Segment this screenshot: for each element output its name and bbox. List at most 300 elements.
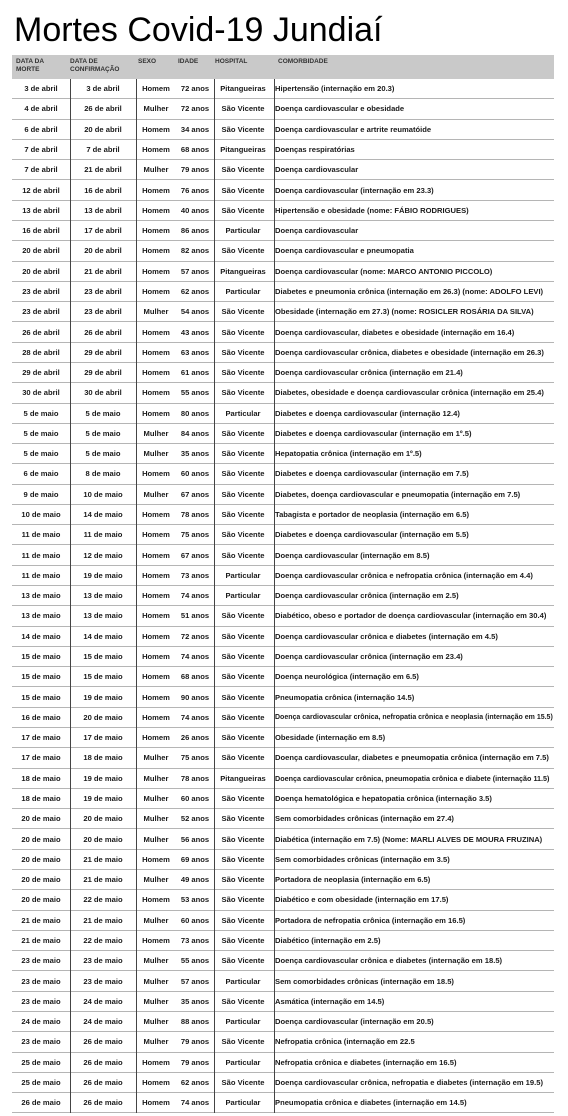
cell-comorbidity: Diabetes e doença cardiovascular (internação em 5.5)	[275, 530, 469, 540]
table-row	[12, 525, 554, 545]
cell-comorbidity: Doença cardiovascular crônica (internação em 2.5)	[275, 591, 459, 601]
cell-death-date: 17 de maio	[21, 753, 61, 763]
cell-age: 57 anos	[180, 976, 210, 986]
cell-sex: Mulher	[143, 956, 169, 966]
cell-sex: Mulher	[143, 915, 169, 925]
cell-comorbidity: Diabetes e pneumonia crônica (internação em 26.3) (nome: ADOLFO LEVI)	[275, 286, 544, 296]
column-divider	[274, 79, 275, 1113]
cell-age: 80 anos	[180, 408, 210, 418]
table-row	[12, 566, 554, 586]
cell-age: 51 anos	[180, 611, 210, 621]
cell-sex: Homem	[142, 570, 170, 580]
cell-comorbidity: Doença cardiovascular crônica e diabetes (internação em 18.5)	[275, 956, 503, 966]
cell-confirmation-date: 5 de maio	[85, 428, 121, 438]
cell-hospital: São Vicente	[221, 428, 265, 438]
cell-hospital: Particular	[225, 408, 261, 418]
cell-confirmation-date: 10 de maio	[83, 489, 123, 499]
cell-death-date: 5 de maio	[23, 408, 59, 418]
cell-sex: Mulher	[143, 753, 169, 763]
cell-age: 78 anos	[180, 510, 210, 520]
table-row	[12, 951, 554, 971]
cell-hospital: São Vicente	[221, 185, 265, 195]
cell-age: 40 anos	[180, 205, 210, 215]
cell-comorbidity: Portadora de nefropatia crônica (internação em 16.5)	[275, 915, 466, 925]
cell-death-date: 21 de maio	[21, 915, 61, 925]
cell-age: 84 anos	[180, 428, 210, 438]
cell-death-date: 6 de maio	[23, 469, 59, 479]
cell-confirmation-date: 13 de maio	[83, 591, 123, 601]
table-row	[12, 424, 554, 444]
page-title: Mortes Covid-19 Jundiaí	[14, 11, 383, 49]
cell-confirmation-date: 15 de maio	[83, 652, 123, 662]
cell-hospital: São Vicente	[221, 793, 265, 803]
table-row	[12, 180, 554, 200]
cell-comorbidity: Diabetes e doença cardiovascular (internação 12.4)	[275, 408, 460, 418]
cell-confirmation-date: 24 de maio	[83, 996, 123, 1006]
table-row	[12, 992, 554, 1012]
cell-hospital: São Vicente	[221, 205, 265, 215]
cell-death-date: 29 de abril	[22, 368, 60, 378]
cell-comorbidity: Doença cardiovascular, diabetes e obesidade (internação em 16.4)	[275, 327, 515, 337]
cell-sex: Homem	[142, 935, 170, 945]
cell-comorbidity: Nefropatia crônica (internação em 22.5	[275, 1037, 415, 1047]
cell-age: 72 anos	[180, 104, 210, 114]
cell-comorbidity: Diabético e com obesidade (internação em 17.5)	[275, 895, 449, 905]
table-row	[12, 708, 554, 728]
cell-comorbidity: Doença cardiovascular, diabetes e pneumopatia crônica (internação em 7.5)	[275, 753, 549, 763]
cell-comorbidity: Diabetes e doença cardiovascular (internação em 7.5)	[275, 469, 469, 479]
cell-sex: Homem	[142, 692, 170, 702]
cell-sex: Mulher	[143, 104, 169, 114]
cell-hospital: São Vicente	[221, 1037, 265, 1047]
cell-age: 53 anos	[180, 895, 210, 905]
cell-confirmation-date: 30 de abril	[84, 388, 122, 398]
cell-sex: Homem	[142, 550, 170, 560]
cell-comorbidity: Doença cardiovascular crônica, pneumopatia crônica e diabete (internação 11.5)	[275, 773, 550, 783]
cell-comorbidity: Doença cardiovascular e pneumopatia	[275, 246, 414, 256]
cell-age: 76 anos	[180, 185, 210, 195]
cell-confirmation-date: 20 de abril	[84, 124, 122, 134]
cell-confirmation-date: 20 de maio	[83, 814, 123, 824]
cell-comorbidity: Obesidade (internação em 27.3) (nome: ROSICLER ROSÁRIA DA SILVA)	[275, 307, 534, 317]
cell-age: 74 anos	[180, 712, 210, 722]
cell-hospital: São Vicente	[221, 246, 265, 256]
cell-confirmation-date: 12 de maio	[83, 550, 123, 560]
cell-death-date: 21 de maio	[21, 935, 61, 945]
table-row	[12, 1032, 554, 1052]
cell-sex: Homem	[142, 144, 170, 154]
cell-comorbidity: Asmática (internação em 14.5)	[275, 996, 385, 1006]
header-hospital: HOSPITAL	[215, 58, 248, 65]
table-header	[12, 55, 554, 79]
cell-death-date: 23 de maio	[21, 996, 61, 1006]
cell-death-date: 7 de abril	[24, 165, 58, 175]
cell-confirmation-date: 21 de abril	[84, 165, 122, 175]
cell-confirmation-date: 24 de maio	[83, 1017, 123, 1027]
header-sex: SEXO	[138, 58, 157, 65]
cell-comorbidity: Doença cardiovascular	[275, 165, 359, 175]
cell-hospital: São Vicente	[221, 307, 265, 317]
cell-comorbidity: Portadora de neoplasia (internação em 6.5)	[275, 875, 431, 885]
cell-death-date: 26 de maio	[21, 1098, 61, 1108]
cell-age: 90 anos	[180, 692, 210, 702]
table-row	[12, 383, 554, 403]
cell-comorbidity: Hipertensão e obesidade (nome: FÁBIO RODRIGUES)	[275, 205, 469, 215]
cell-hospital: São Vicente	[221, 652, 265, 662]
table-body	[12, 79, 554, 1113]
table-row	[12, 870, 554, 890]
cell-sex: Mulher	[143, 449, 169, 459]
cell-hospital: São Vicente	[221, 327, 265, 337]
cell-hospital: Particular	[225, 591, 261, 601]
cell-hospital: Pitangueiras	[220, 773, 266, 783]
cell-hospital: Pitangueiras	[220, 84, 266, 94]
cell-age: 78 anos	[180, 773, 210, 783]
cell-comorbidity: Sem comorbidades crônicas (internação em 18.5)	[275, 976, 454, 986]
cell-hospital: São Vicente	[221, 1077, 265, 1087]
cell-comorbidity: Doença cardiovascular crônica e nefropatia crônica (internação em 4.4)	[275, 570, 533, 580]
cell-sex: Homem	[142, 510, 170, 520]
cell-death-date: 11 de maio	[21, 530, 61, 540]
cell-age: 72 anos	[180, 631, 210, 641]
cell-hospital: São Vicente	[221, 550, 265, 560]
cell-confirmation-date: 19 de maio	[83, 692, 123, 702]
table-row	[12, 911, 554, 931]
table-row	[12, 404, 554, 424]
table-row	[12, 1053, 554, 1073]
table-row	[12, 789, 554, 809]
cell-age: 56 anos	[180, 834, 210, 844]
cell-sex: Homem	[142, 672, 170, 682]
cell-age: 75 anos	[180, 530, 210, 540]
cell-confirmation-date: 18 de maio	[83, 753, 123, 763]
cell-death-date: 23 de abril	[22, 307, 60, 317]
cell-death-date: 24 de maio	[21, 1017, 61, 1027]
cell-hospital: São Vicente	[221, 875, 265, 885]
cell-confirmation-date: 23 de maio	[83, 976, 123, 986]
cell-death-date: 25 de maio	[21, 1057, 61, 1067]
cell-sex: Homem	[142, 530, 170, 540]
cell-age: 68 anos	[180, 672, 210, 682]
cell-death-date: 12 de abril	[22, 185, 60, 195]
table-row	[12, 201, 554, 221]
cell-confirmation-date: 21 de maio	[83, 875, 123, 885]
cell-hospital: São Vicente	[221, 854, 265, 864]
cell-death-date: 11 de maio	[21, 570, 61, 580]
cell-comorbidity: Diabetes, doença cardiovascular e pneumopatia (internação em 7.5)	[275, 489, 521, 499]
cell-sex: Mulher	[143, 307, 169, 317]
cell-death-date: 5 de maio	[23, 428, 59, 438]
cell-comorbidity: Doença cardiovascular crônica, nefropatia e diabetes (internação em 19.5)	[275, 1077, 543, 1087]
table-row	[12, 505, 554, 525]
cell-comorbidity: Doença cardiovascular (nome: MARCO ANTONIO PICCOLO)	[275, 266, 493, 276]
cell-comorbidity: Doença cardiovascular (internação em 20.5)	[275, 1017, 434, 1027]
cell-confirmation-date: 26 de maio	[83, 1057, 123, 1067]
cell-hospital: São Vicente	[221, 712, 265, 722]
cell-sex: Homem	[142, 1057, 170, 1067]
table-row	[12, 728, 554, 748]
cell-death-date: 16 de maio	[21, 712, 61, 722]
cell-hospital: São Vicente	[221, 935, 265, 945]
table-row	[12, 464, 554, 484]
cell-death-date: 13 de abril	[22, 205, 60, 215]
cell-sex: Mulher	[143, 1017, 169, 1027]
cell-comorbidity: Doença hematológica e hepatopatia crônica (internação 3.5)	[275, 793, 492, 803]
cell-age: 26 anos	[180, 733, 210, 743]
cell-death-date: 26 de abril	[22, 327, 60, 337]
cell-confirmation-date: 3 de abril	[86, 84, 120, 94]
cell-hospital: São Vicente	[221, 530, 265, 540]
table-row	[12, 241, 554, 261]
table-row	[12, 627, 554, 647]
cell-sex: Homem	[142, 388, 170, 398]
cell-age: 60 anos	[180, 915, 210, 925]
cell-confirmation-date: 26 de abril	[84, 327, 122, 337]
header-comorbidity: COMORBIDADE	[278, 58, 328, 65]
cell-age: 49 anos	[180, 875, 210, 885]
cell-death-date: 30 de abril	[22, 388, 60, 398]
cell-sex: Homem	[142, 1077, 170, 1087]
cell-age: 68 anos	[180, 144, 210, 154]
cell-confirmation-date: 5 de maio	[85, 449, 121, 459]
cell-sex: Homem	[142, 652, 170, 662]
cell-age: 79 anos	[180, 165, 210, 175]
cell-confirmation-date: 19 de maio	[83, 570, 123, 580]
cell-confirmation-date: 17 de maio	[83, 733, 123, 743]
cell-sex: Homem	[142, 84, 170, 94]
cell-confirmation-date: 19 de maio	[83, 773, 123, 783]
cell-comorbidity: Obesidade (internação em 8.5)	[275, 733, 386, 743]
cell-hospital: São Vicente	[221, 733, 265, 743]
table-row	[12, 363, 554, 383]
cell-sex: Homem	[142, 408, 170, 418]
cell-comorbidity: Doença cardiovascular e artrite reumatóide	[275, 124, 432, 134]
cell-hospital: São Vicente	[221, 449, 265, 459]
table-row	[12, 647, 554, 667]
column-divider	[136, 79, 137, 1113]
cell-comorbidity: Tabagista e portador de neoplasia (internação em 6.5)	[275, 510, 469, 520]
cell-confirmation-date: 20 de abril	[84, 246, 122, 256]
cell-sex: Mulher	[143, 996, 169, 1006]
cell-hospital: São Vicente	[221, 368, 265, 378]
table-row	[12, 485, 554, 505]
table-row	[12, 79, 554, 99]
cell-hospital: Pitangueiras	[220, 144, 266, 154]
cell-hospital: São Vicente	[221, 996, 265, 1006]
table-row	[12, 221, 554, 241]
cell-comorbidity: Doença cardiovascular	[275, 226, 359, 236]
table-row	[12, 971, 554, 991]
cell-age: 62 anos	[180, 286, 210, 296]
cell-sex: Mulher	[143, 165, 169, 175]
cell-hospital: São Vicente	[221, 510, 265, 520]
table-row	[12, 343, 554, 363]
cell-death-date: 23 de maio	[21, 976, 61, 986]
cell-death-date: 23 de maio	[21, 1037, 61, 1047]
cell-hospital: São Vicente	[221, 347, 265, 357]
cell-comorbidity: Hipertensão (internação em 20.3)	[275, 84, 395, 94]
deaths-table	[12, 55, 554, 1113]
cell-death-date: 20 de maio	[21, 875, 61, 885]
cell-age: 54 anos	[180, 307, 210, 317]
cell-confirmation-date: 13 de abril	[84, 205, 122, 215]
cell-comorbidity: Diabético, obeso e portador de doença cardiovascular (internação em 30.4)	[275, 611, 547, 621]
cell-comorbidity: Sem comorbidades crônicas (internação em 3.5)	[275, 854, 450, 864]
cell-sex: Homem	[142, 347, 170, 357]
cell-death-date: 14 de maio	[21, 631, 61, 641]
cell-death-date: 18 de maio	[21, 793, 61, 803]
cell-confirmation-date: 21 de maio	[83, 854, 123, 864]
cell-age: 73 anos	[180, 935, 210, 945]
table-row	[12, 444, 554, 464]
cell-hospital: Particular	[225, 570, 261, 580]
cell-death-date: 20 de abril	[22, 246, 60, 256]
cell-confirmation-date: 13 de maio	[83, 611, 123, 621]
cell-age: 75 anos	[180, 753, 210, 763]
table-row	[12, 748, 554, 768]
table-row	[12, 160, 554, 180]
table-row	[12, 140, 554, 160]
cell-hospital: Particular	[225, 1098, 261, 1108]
cell-confirmation-date: 29 de abril	[84, 347, 122, 357]
cell-death-date: 4 de abril	[24, 104, 58, 114]
cell-death-date: 15 de maio	[21, 652, 61, 662]
cell-comorbidity: Pneumopatia crônica e diabetes (internação em 14.5)	[275, 1098, 467, 1108]
cell-age: 55 anos	[180, 956, 210, 966]
cell-hospital: São Vicente	[221, 611, 265, 621]
cell-sex: Homem	[142, 469, 170, 479]
cell-comorbidity: Doença cardiovascular crônica e diabetes (internação em 4.5)	[275, 631, 498, 641]
table-row	[12, 687, 554, 707]
cell-hospital: São Vicente	[221, 692, 265, 702]
cell-comorbidity: Doenças respiratórias	[275, 144, 355, 154]
table-row	[12, 302, 554, 322]
cell-comorbidity: Doença cardiovascular (internação em 23.3)	[275, 185, 434, 195]
column-divider	[70, 79, 71, 1113]
cell-hospital: São Vicente	[221, 834, 265, 844]
cell-hospital: São Vicente	[221, 124, 265, 134]
cell-age: 60 anos	[180, 793, 210, 803]
cell-death-date: 10 de maio	[21, 510, 61, 520]
cell-age: 67 anos	[180, 550, 210, 560]
cell-age: 82 anos	[180, 246, 210, 256]
cell-sex: Homem	[142, 124, 170, 134]
cell-death-date: 18 de maio	[21, 773, 61, 783]
table-row	[12, 809, 554, 829]
cell-age: 72 anos	[180, 84, 210, 94]
cell-hospital: São Vicente	[221, 388, 265, 398]
cell-hospital: São Vicente	[221, 753, 265, 763]
cell-hospital: São Vicente	[221, 915, 265, 925]
cell-age: 79 anos	[180, 1057, 210, 1067]
cell-comorbidity: Diabetes e doença cardiovascular (internação em 1º.5)	[275, 428, 472, 438]
cell-age: 73 anos	[180, 570, 210, 580]
cell-comorbidity: Diabética (internação em 7.5) (Nome: MARLI ALVES DE MOURA FRUZINA)	[275, 834, 543, 844]
table-row	[12, 586, 554, 606]
cell-confirmation-date: 29 de abril	[84, 368, 122, 378]
cell-sex: Homem	[142, 226, 170, 236]
cell-confirmation-date: 15 de maio	[83, 672, 123, 682]
cell-age: 34 anos	[180, 124, 210, 134]
cell-sex: Homem	[142, 286, 170, 296]
cell-hospital: Particular	[225, 1017, 261, 1027]
cell-sex: Homem	[142, 327, 170, 337]
cell-confirmation-date: 11 de maio	[83, 530, 123, 540]
cell-age: 79 anos	[180, 1037, 210, 1047]
table-row	[12, 667, 554, 687]
cell-confirmation-date: 7 de abril	[86, 144, 120, 154]
cell-hospital: São Vicente	[221, 814, 265, 824]
cell-confirmation-date: 26 de maio	[83, 1037, 123, 1047]
cell-death-date: 23 de abril	[22, 286, 60, 296]
cell-death-date: 16 de abril	[22, 226, 60, 236]
cell-comorbidity: Hepatopatia crônica (internação em 1º.5)	[275, 449, 422, 459]
cell-confirmation-date: 17 de abril	[84, 226, 122, 236]
table-row	[12, 829, 554, 849]
table-row	[12, 99, 554, 119]
cell-death-date: 20 de maio	[21, 834, 61, 844]
cell-age: 74 anos	[180, 1098, 210, 1108]
cell-sex: Mulher	[143, 875, 169, 885]
cell-confirmation-date: 14 de maio	[83, 510, 123, 520]
cell-sex: Mulher	[143, 428, 169, 438]
cell-death-date: 20 de maio	[21, 814, 61, 824]
cell-confirmation-date: 26 de maio	[83, 1077, 123, 1087]
cell-confirmation-date: 26 de maio	[83, 1098, 123, 1108]
cell-confirmation-date: 16 de abril	[84, 185, 122, 195]
cell-hospital: São Vicente	[221, 672, 265, 682]
cell-hospital: São Vicente	[221, 956, 265, 966]
table-row	[12, 890, 554, 910]
cell-age: 35 anos	[180, 449, 210, 459]
cell-comorbidity: Diabético (internação em 2.5)	[275, 935, 381, 945]
table-row	[12, 545, 554, 565]
cell-confirmation-date: 22 de maio	[83, 935, 123, 945]
cell-death-date: 20 de maio	[21, 854, 61, 864]
cell-confirmation-date: 26 de abril	[84, 104, 122, 114]
cell-sex: Homem	[142, 895, 170, 905]
cell-hospital: São Vicente	[221, 895, 265, 905]
cell-age: 63 anos	[180, 347, 210, 357]
cell-death-date: 13 de maio	[21, 611, 61, 621]
cell-comorbidity: Doença cardiovascular crônica (internação em 21.4)	[275, 368, 463, 378]
cell-age: 52 anos	[180, 814, 210, 824]
table-row	[12, 1012, 554, 1032]
cell-confirmation-date: 8 de maio	[85, 469, 121, 479]
table-row	[12, 850, 554, 870]
cell-sex: Mulher	[143, 976, 169, 986]
cell-confirmation-date: 23 de abril	[84, 307, 122, 317]
cell-hospital: São Vicente	[221, 489, 265, 499]
cell-hospital: Particular	[225, 226, 261, 236]
cell-sex: Homem	[142, 266, 170, 276]
cell-comorbidity: Nefropatia crônica e diabetes (internação em 16.5)	[275, 1057, 457, 1067]
cell-hospital: Particular	[225, 1057, 261, 1067]
cell-sex: Homem	[142, 733, 170, 743]
cell-age: 86 anos	[180, 226, 210, 236]
cell-death-date: 3 de abril	[24, 84, 58, 94]
header-confirmation-date: DATA DE CONFIRMAÇÃO	[70, 58, 120, 73]
cell-sex: Homem	[142, 246, 170, 256]
cell-hospital: São Vicente	[221, 165, 265, 175]
cell-sex: Mulher	[143, 773, 169, 783]
table-row	[12, 1093, 554, 1113]
cell-sex: Mulher	[143, 793, 169, 803]
cell-sex: Homem	[142, 854, 170, 864]
cell-death-date: 20 de maio	[21, 895, 61, 905]
cell-death-date: 15 de maio	[21, 672, 61, 682]
cell-confirmation-date: 5 de maio	[85, 408, 121, 418]
